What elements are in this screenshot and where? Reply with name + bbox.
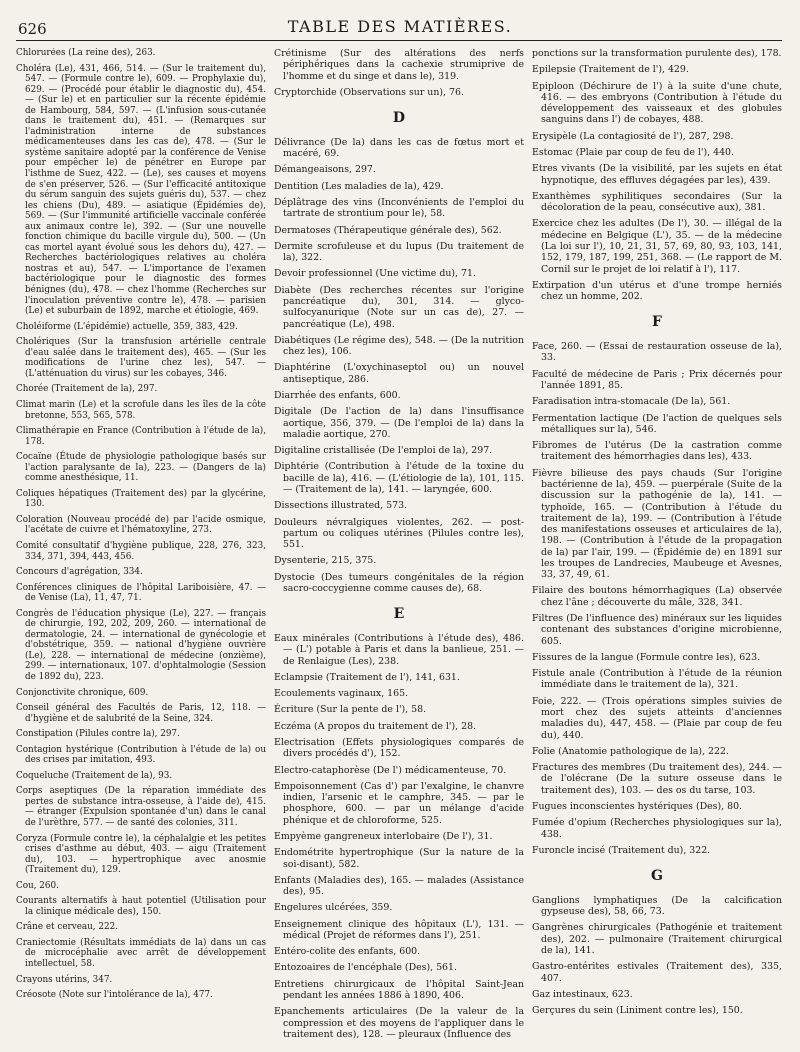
index-entry: Gerçures du sein (Liniment contre les), 150. bbox=[532, 1005, 743, 1017]
index-entry: Chlorurées (La reine des), 263. bbox=[16, 48, 156, 58]
index-entry: Craniectomie (Résultats immédiats de la) dans un cas de microcéphalie avec arrêt de développement intellectuel, 58. bbox=[16, 937, 266, 970]
index-column-right bbox=[532, 48, 782, 1046]
index-entry: Ecoulements vaginaux, 165. bbox=[274, 688, 409, 700]
index-entry: Fractures des membres (Du traitement des), 244. — de l'olécrane (De la suture osseuse dans le traitement des), 103. — des os du tarse, 103. bbox=[532, 762, 782, 796]
index-entry: Diabète (Des recherches récentes sur l'origine pancréatique du), 301, 314. — glyco-sulfocyanurique (Note sur un cas de), 27. — pancréatique (Le), 498. bbox=[274, 284, 524, 330]
index-entry: Fièvre bilieuse des pays chauds (Sur l'origine bactérienne de la), 459. — puerpérale (Suite de la discussion sur la pathogénie de la), 141. — typhoïde, 165. — (Contribution à l'étude du traitement de la), 199. — (Contribution à l'étude des manifestations osseuses et articulaires de la), 198. — (Contribution à l'étude de la propagation de la) par l'air, 199. — (Épidémie de) en 1891 sur les troupes de Landrecies, Maubeuge et Avesnes, 33, 37, 49, 61. bbox=[532, 467, 782, 581]
index-entry: Constipation (Pilules contre la), 297. bbox=[16, 729, 180, 740]
index-entry: Folie (Anatomie pathologique de la), 222. bbox=[532, 745, 729, 757]
index-entry: Corps aseptiques (De la réparation immédiate des pertes de substance intra-osseuse, à l'aide de), 415. — étranger (Expulsion spontanée d'un) dans le canal de l'urèthre, 577. — de santé des colonies, 311. bbox=[16, 786, 266, 828]
page-number: 626 bbox=[18, 20, 47, 38]
index-entry: Comité consultatif d'hygiène publique, 228, 276, 323, 334, 371, 394, 443, 456. bbox=[16, 540, 266, 562]
index-entry: Exanthèmes syphilitiques secondaires (Sur la décoloration de la peau, consécutive aux), 381. bbox=[532, 190, 782, 214]
index-entry: Dermatoses (Thérapeutique générale des), 562. bbox=[274, 224, 502, 236]
index-entry: Epilepsie (Traitement de l'), 429. bbox=[532, 64, 689, 76]
index-entry: Face, 260. — (Essai de restauration osseuse de la), 33. bbox=[532, 341, 782, 364]
index-entry: Conjonctivite chronique, 609. bbox=[16, 687, 149, 698]
index-entry: Eaux minérales (Contributions à l'étude des), 486. — (L') potable à Paris et dans la banlieue, 251. — de Renlaigue (Les), 238. bbox=[274, 633, 524, 667]
index-entry: Conseil général des Facultés de Paris, 12, 118. — d'hygiène et de salubrité de la Seine, 324. bbox=[16, 703, 266, 724]
index-entry: Cou, 260. bbox=[16, 880, 59, 891]
index-entry: Climathérapie en France (Contribution à l'étude de la), 178. bbox=[16, 426, 266, 447]
index-entry: Crâne et cerveau, 222. bbox=[16, 922, 118, 933]
index-entry: Conférences cliniques de l'hôpital Lariboisière, 47. — de Venise (La), 11, 47, 71. bbox=[16, 582, 266, 604]
section-letter: G bbox=[651, 868, 663, 885]
index-entry: Contagion hystérique (Contribution à l'étude de la) ou des crises par imitation, 493. bbox=[16, 744, 266, 766]
index-entry: Fugues inconscientes hystériques (Des), 80. bbox=[532, 800, 743, 812]
section-letter: F bbox=[652, 314, 662, 331]
index-entry: Estomac (Plaie par coup de feu de l'), 440. bbox=[532, 146, 734, 158]
index-entry: Climat marin (Le) et la scrofule dans les îles de la côte bretonne, 553, 565, 578. bbox=[16, 399, 266, 421]
index-entry: Choléiforme (L'épidémie) actuelle, 359, 383, 429. bbox=[16, 321, 238, 332]
index-entry: Entozoaires de l'encéphale (Des), 561. bbox=[274, 962, 457, 974]
index-entry: Cholériques (Sur la transfusion artérielle centrale d'eau salée dans le traitement des), 465. — (Sur les modifications de l'urine chez les), 547. — (L'atténuation du virus) sur les cobayes, 346. bbox=[16, 337, 266, 379]
index-entry: Coryza (Formule contre le), la céphalalgie et les petites crises d'asthme au début, 403. — aigu (Traitement du), 103. — hypertrophique avec anosmie (Traitement du), 129. bbox=[16, 833, 266, 876]
index-entry: Epanchements articulaires (De la valeur de la compression et des moyens de l'appliquer dans le traitement des), 128. — pleuraux (Influence des bbox=[274, 1006, 524, 1040]
index-entry: Coqueluche (Traitement de la), 93. bbox=[16, 770, 173, 781]
index-entry: Furoncle incisé (Traitement du), 322. bbox=[532, 844, 711, 856]
index-entry: Crayons utérins, 347. bbox=[16, 974, 113, 985]
index-entry: Délivrance (De la) dans les cas de fœtus mort et macéré, 69. bbox=[274, 136, 524, 160]
index-entry: Faradisation intra-stomacale (De la), 561. bbox=[532, 396, 731, 408]
index-entry: Coliques hépatiques (Traitement des) par la glycérine, 130. bbox=[16, 488, 266, 510]
index-entry: Filtres (De l'influence des) minéraux sur les liquides contenant des substances d'origine microbienne, 605. bbox=[532, 613, 782, 647]
index-entry: Faculté de médecine de Paris ; Prix décernés pour l'année 1891, 85. bbox=[532, 368, 782, 391]
index-entry: Entretiens chirurgicaux de l'hôpital Saint-Jean pendant les années 1886 à 1890, 406. bbox=[274, 978, 524, 1002]
index-entry: Diarrhée des enfants, 600. bbox=[274, 389, 401, 401]
index-entry: Gaz intestinaux, 623. bbox=[532, 988, 633, 1000]
index-entry: ponctions sur la transformation purulente des), 178. bbox=[532, 48, 782, 59]
index-entry: Electrisation (Effets physiologiques comparés de divers procédés d'), 152. bbox=[274, 736, 524, 760]
index-entry: Concours d'agrégation, 334. bbox=[16, 567, 143, 578]
index-entry: Foie, 222. — (Trois opérations simples suivies de mort chez des sujets atteints d'anciennes maladies du), 447, 458. — (Plaie par coup de feu du), 440. bbox=[532, 695, 782, 741]
index-entry: Diabétiques (Le régime des), 548. — (De la nutrition chez les), 106. bbox=[274, 334, 524, 358]
index-entry: Epiploon (Déchirure de l') à la suite d'une chute, 416. — des embryons (Contribution à l'étude du développement des vaisseaux et des globules sanguins dans l') de cobayes, 488. bbox=[532, 80, 782, 126]
index-entry: Etres vivants (De la visibilité, par les sujets en état hypnotique, des effluves dégagées par les), 439. bbox=[532, 163, 782, 186]
index-entry: Dystocie (Des tumeurs congénitales de la région sacro-coccygienne comme causes de), 68. bbox=[274, 571, 524, 594]
index-entry: Chorée (Traitement de la), 297. bbox=[16, 384, 158, 395]
index-entry: Endométrite hypertrophique (Sur la nature de la soi-disant), 582. bbox=[274, 847, 524, 870]
index-entry: Cocaïne (Étude de physiologie pathologique basés sur l'action paralysante de la), 223. — (Dangers de la) comme anesthésique, 11. bbox=[16, 452, 266, 484]
index-entry: Diphtérie (Contribution à l'étude de la toxine du bacille de la), 416. — (L'étiologie de la), 101, 115. — (Traitement de la), 141. — laryngée, 600. bbox=[274, 461, 524, 495]
index-entry: Engelures ulcérées, 359. bbox=[274, 902, 393, 914]
index-entry: Enseignement clinique des hôpitaux (L'), 131. — médical (Projet de réformes dans l'), 251. bbox=[274, 918, 524, 941]
index-entry: Courants alternatifs à haut potentiel (Utilisation pour la clinique médicale des), 150. bbox=[16, 896, 266, 917]
section-letter: E bbox=[393, 606, 405, 623]
index-entry: Fermentation lactique (De l'action de quelques sels métalliques sur la), 546. bbox=[532, 412, 782, 435]
index-column-middle bbox=[274, 48, 524, 1046]
index-entry: Extirpation d'un utérus et d'une trompe herniés chez un homme, 202. bbox=[532, 279, 782, 303]
index-entry: Ganglions lymphatiques (De la calcification gypseuse des), 58, 66, 73. bbox=[532, 894, 782, 918]
index-entry: Douleurs névralgiques violentes, 262. — post-partum ou coliques utérines (Pilules contre les), 551. bbox=[274, 516, 524, 551]
index-entry: Electro-cataphorèse (De l') médicamenteuse, 70. bbox=[274, 764, 507, 776]
index-entry: Démangeaisons, 297. bbox=[274, 164, 376, 176]
index-entry: Coloration (Nouveau procédé de) par l'acide osmique, l'acétate de cuivre et l'hématoxyline, 273. bbox=[16, 514, 266, 536]
index-entry: Diaphtérine (L'oxychinaseptol ou) un nouvel antiseptique, 286. bbox=[274, 362, 524, 385]
index-entry: Enfants (Maladies des), 165. — malades (Assistance des), 95. bbox=[274, 874, 524, 898]
index-entry: Digitaline cristallisée (De l'emploi de la), 297. bbox=[274, 445, 493, 457]
index-entry: Dissections illustrated, 573. bbox=[274, 500, 408, 512]
index-entry: Filaire des boutons hémorrhagiques (La) observée chez l'âne ; découverte du mâle, 328, 341. bbox=[532, 585, 782, 608]
index-entry: Fissures de la langue (Formule contre les), 623. bbox=[532, 651, 761, 663]
index-entry: Gastro-entérites estivales (Traitement des), 335, 407. bbox=[532, 961, 782, 984]
index-entry: Fibromes de l'utérus (De la castration comme traitement des hémorrhagies dans les), 433. bbox=[532, 440, 782, 463]
index-entry: Dermite scrofuleuse et du lupus (Du traitement de la), 322. bbox=[274, 240, 524, 264]
index-entry: Eclampsie (Traitement de l'), 141, 631. bbox=[274, 671, 460, 683]
index-entry: Devoir professionnel (Une victime du), 71. bbox=[274, 268, 476, 280]
index-entry: Dentition (Les maladies de la), 429. bbox=[274, 180, 444, 192]
index-entry: Fumée d'opium (Recherches physiologiques sur la), 438. bbox=[532, 817, 782, 840]
header-rule bbox=[16, 40, 782, 41]
index-column-left bbox=[16, 48, 266, 1046]
index-entry: Entéro-colite des enfants, 600. bbox=[274, 946, 421, 958]
index-entry: Fistule anale (Contribution à l'étude de la réunion immédiate dans le traitement de la), 321. bbox=[532, 668, 782, 691]
index-entry: Eczéma (A propos du traitement de l'), 28. bbox=[274, 720, 477, 732]
index-entry: Congrès de l'éducation physique (Le), 227. — français de chirurgie, 192, 202, 209, 260. — international de dermatologie, 24. — international de gynécologie et d'obstétrique, 359. — national d'hygiène ouvrière (Le), 228. — international de médecine (onzième), 299. — internationaux, 107. d'ophtalmologie (Session de 1892 du), 223. bbox=[16, 608, 266, 682]
index-columns bbox=[16, 48, 782, 1046]
index-entry: Empoisonnement (Cas d') par l'exalgine, le chanvre indien, l'arsenic et le camphre, 345. — par le phosphore, 600. — par un mélange d'acide phénique et de chloroforme, 525. bbox=[274, 780, 524, 826]
index-entry: Exercice chez les adultes (De l'), 30. — illégal de la médecine en Belgique (L'), 35. — de la médecine (La loi sur l'), 10, 21, 31, 57, 69, 80, 93, 103, 141, 152, 179, 187, 199, 251, 368. — (Le rapport de M. Cornil sur le projet de loi relatif à l'), 117. bbox=[532, 218, 782, 275]
index-entry: Déplâtrage des vins (Inconvénients de l'emploi du tartrate de strontium pour le), 58. bbox=[274, 197, 524, 220]
index-entry: Crétinisme (Sur des altérations des nerfs périphériques dans la cachexie strumiprive de l'homme et du singe et dans le), 319. bbox=[274, 48, 524, 82]
index-entry: Dysenterie, 215, 375. bbox=[274, 555, 377, 567]
index-entry: Cryptorchide (Observations sur un), 76. bbox=[274, 86, 464, 98]
index-entry: Erysipèle (La contagiosité de l'), 287, 298. bbox=[532, 130, 734, 142]
index-entry: Choléra (Le), 431, 466, 514. — (Sur le traitement du), 547. — (Formule contre le), 609. — Prophylaxie du), 629. — (Procédé pour établir le diagnostic du), 454. — (Sur le) et en particulier sur la récente épidémie de Hambourg, 584, 597. — (L'infusion sous-cutanée dans le traitement du), 451. — (Remarques sur l'administration interne de substances médicamenteuses dans les cas de), 478. — (Sur le système sanitaire adopté par la conférence de Venise pour empêcher le) de pénétrer en Europe par l'isthme de Suez, 422. — (Le), ses causes et moyens de s'en préserver, 526. — (Sur l'efficacité antitoxique du sérum sanguin des sujets guéris du), 537. — chez les chiens (Du), 489. — asiatique (Épidémies de), 569. — (Sur l'immunité artificielle vaccinale conférée aux animaux contre le), 392. — (Sur une nouvelle fonction chimique du bacille virgule du), 500. — (Un cas mortel ayant évolué sous les dehors du), 427. — Recherches bactériologiques relatives au choléra nostras et au), 547. — L'importance de l'examen bactériologique pour le diagnostic des formes bénignes (du), 478. — chez l'homme (Recherches sur l'inoculation préventive contre le), 478. — parisien (Le) et suburbain de 1892, marche et étiologie, 469. bbox=[16, 63, 266, 317]
index-entry: Gangrènes chirurgicales (Pathogénie et traitement des), 202. — pulmonaire (Traitement chirurgical de la), 141. bbox=[532, 922, 782, 957]
index-entry: Digitale (De l'action de la) dans l'insuffisance aortique, 356, 379. — (De l'emploi de la) dans la maladie aortique, 270. bbox=[274, 406, 524, 440]
page-title: TABLE DES MATIÈRES. bbox=[287, 17, 513, 36]
section-letter: D bbox=[392, 110, 406, 127]
index-entry: Créosote (Note sur l'intolérance de la), 477. bbox=[16, 990, 213, 1001]
index-entry: Écriture (Sur la pente de l'), 58. bbox=[274, 704, 427, 716]
index-entry: Empyème gangreneux interlobaire (De l'), 31. bbox=[274, 830, 493, 842]
